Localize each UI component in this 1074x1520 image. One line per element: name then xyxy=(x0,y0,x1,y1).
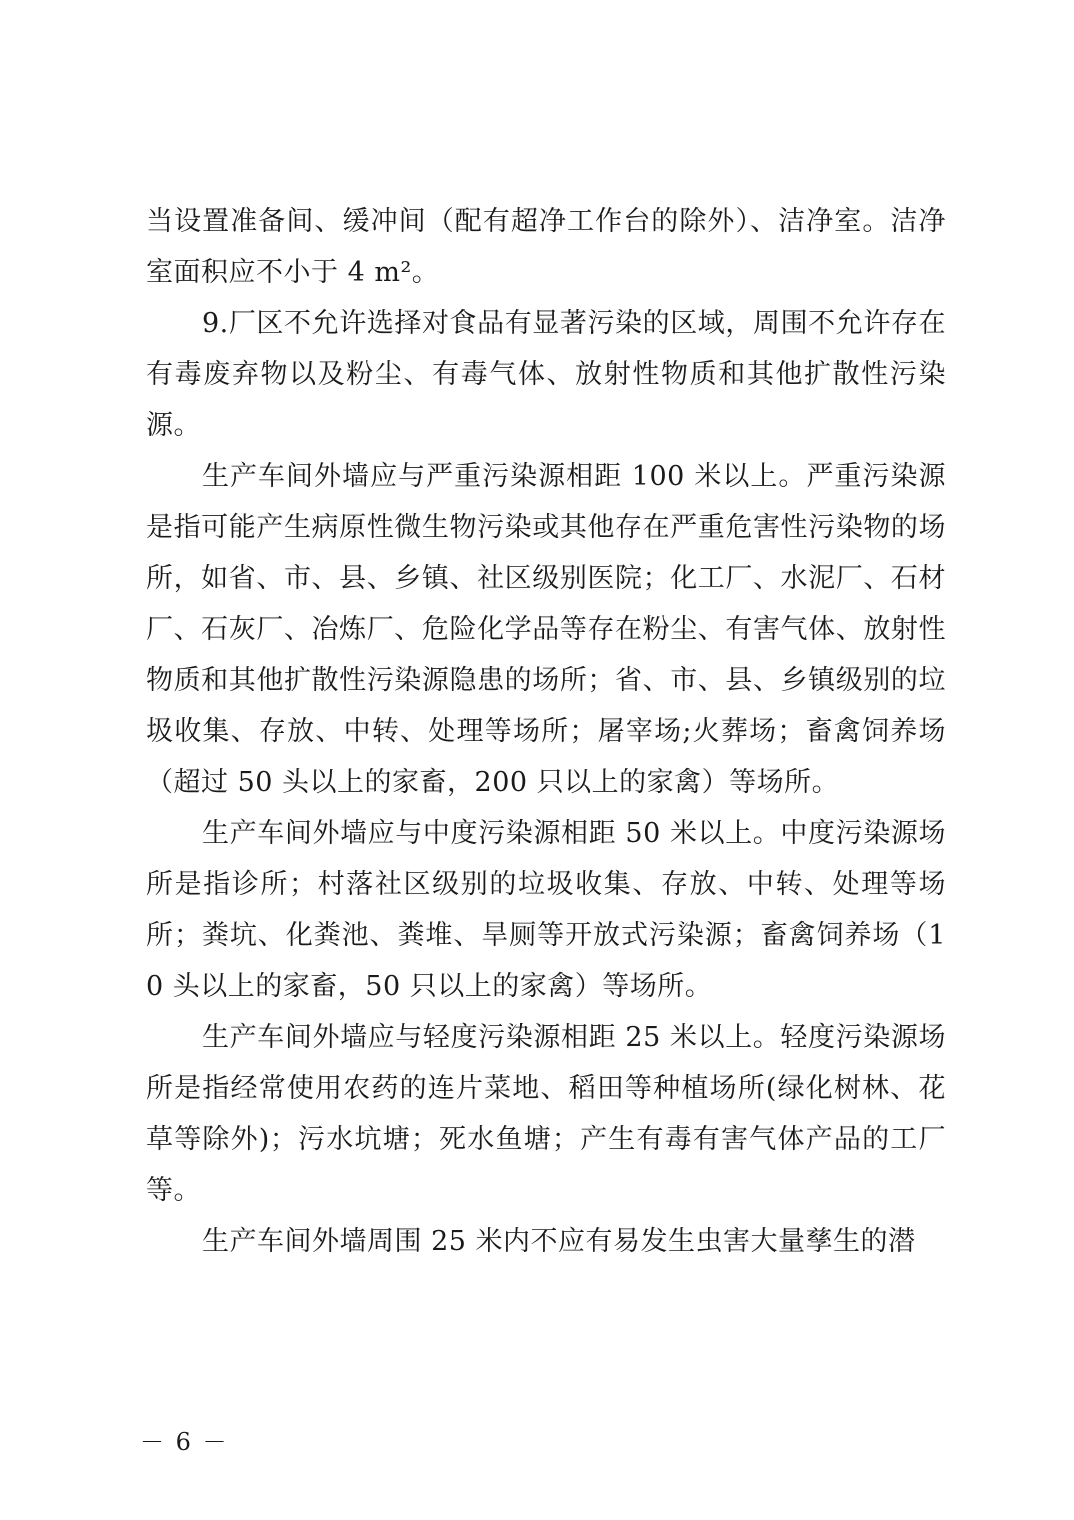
paragraph-continuation: 当设置准备间、缓冲间（配有超净工作台的除外）、洁净室。洁净室面积应不小于 4 m²。 xyxy=(146,206,946,288)
paragraph-severe-pollution: 生产车间外墙应与严重污染源相距 100 米以上。严重污染源是指可能产生病原性微生物污染或其他存在严重危害性污染物的场所，如省、市、县、乡镇、社区级别医院；化工厂、水泥厂、石材厂、石灰厂、冶炼厂、危险化学品等存在粉尘、有害气体、放射性物质和其他扩散性污染源隐患的场所；省、市、县、乡镇级别的垃圾收集、存放、中转、处理等场所；屠宰场;火葬场；畜禽饲养场（超过 50 头以上的家畜，200 只以上的家禽）等场所。 xyxy=(146,461,946,798)
paragraph-pest-surroundings: 生产车间外墙周围 25 米内不应有易发生虫害大量孳生的潜 xyxy=(202,1226,916,1257)
paragraph-light-pollution: 生产车间外墙应与轻度污染源相距 25 米以上。轻度污染源场所是指经常使用农药的连片菜地、稻田等种植场所(绿化树林、花草等除外)；污水坑塘；死水鱼塘；产生有毒有害气体产品的工厂等。 xyxy=(146,1022,946,1206)
paragraph-moderate-pollution: 生产车间外墙应与中度污染源相距 50 米以上。中度污染源场所是指诊所；村落社区级别的垃圾收集、存放、中转、处理等场所；粪坑、化粪池、粪堆、旱厕等开放式污染源；畜禽饲养场（10 头以上的家畜，50 只以上的家禽）等场所。 xyxy=(146,818,946,1002)
document-body xyxy=(146,196,946,1267)
paragraph-item-9: 9.厂区不允许选择对食品有显著污染的区域，周围不允许存在有毒废弃物以及粉尘、有毒气体、放射性物质和其他扩散性污染源。 xyxy=(146,308,946,441)
page-number: － 6 － xyxy=(140,1428,229,1456)
